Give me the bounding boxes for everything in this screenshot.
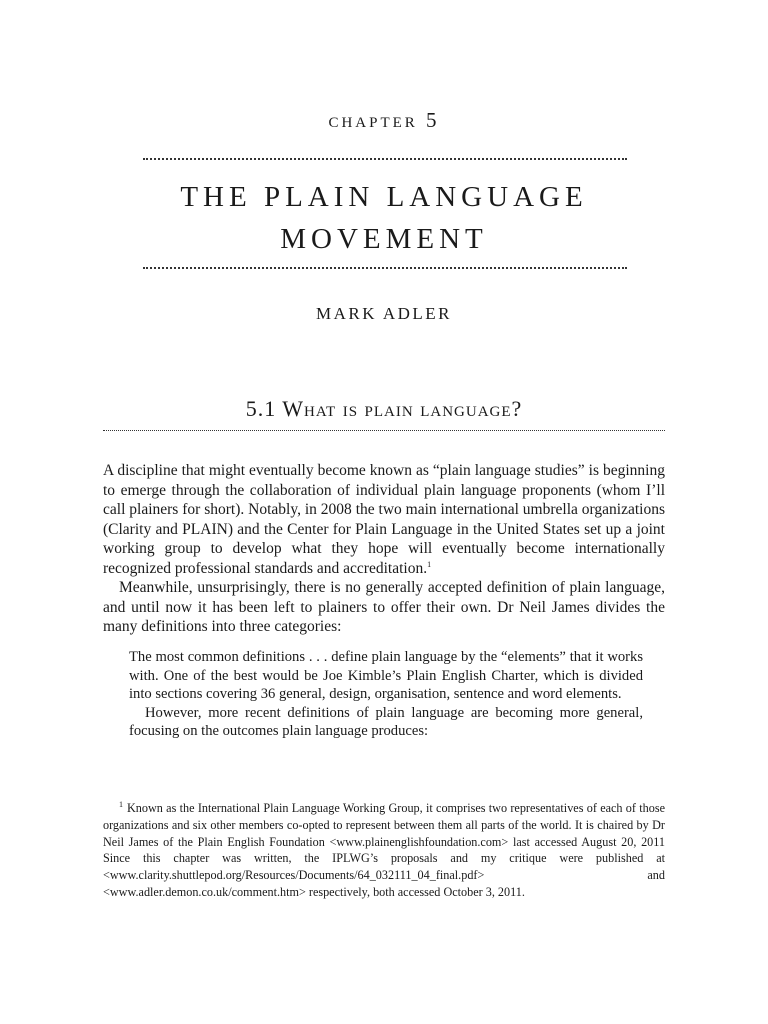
chapter-title: THE PLAIN LANGUAGE MOVEMENT [180, 181, 588, 255]
body-paragraph-text: A discipline that might eventually become known as “plain language studies” is beginning to emerge through the collaboration of individual plain language proponents (whom I’ll call plainers for short). Notably, in 2008 the two main international umbrella organizations (Clarity and PLAIN) and the Center for Plain Language in the United States set up a joint working group to develop what they hope will eventually become internationally recognized professional standards and accreditation. [103, 462, 665, 577]
body-text [103, 461, 665, 637]
quote-paragraph: However, more recent definitions of plain language are becoming more general, focusing on the outcomes plain language produces: [129, 704, 643, 740]
chapter-author: MARK ADLER [316, 304, 452, 323]
footnote-reference[interactable]: 1 [427, 559, 432, 569]
dotted-divider-bottom [143, 267, 627, 269]
block-quote [129, 648, 643, 741]
dotted-divider-top [143, 158, 627, 160]
chapter-label: chapter 5 [328, 108, 440, 132]
footnote [103, 800, 665, 901]
footnote-paragraph [103, 800, 665, 901]
quote-paragraph: The most common definitions . . . define plain language by the “elements” that it works with. One of the best would be Joe Kimble’s Plain English Charter, which is divided into sections covering 36 general, design, organisation, sentence and word elements. [129, 649, 643, 703]
body-paragraph: Meanwhile, unsurprisingly, there is no generally accepted definition of plain language, and until now it has been left to plainers to offer their own. Dr Neil James divides the many definitions into three categories: [103, 579, 665, 635]
body-paragraph [103, 461, 665, 578]
footnote-text: Known as the International Plain Language Working Group, it comprises two representatives of each of those organizations and six other members co-opted to represent between them all parts of the world. It is chaired by Dr Neil James of the Plain English Foundation <www.plainenglishfoundation.com> last accessed August 20, 2011 Since this chapter was written, the IPLWG’s proposals and my critique were published at <www.clarity.shuttlepod.org/Resources/Documents/64_032111_04_final.pdf> and <www.adler.demon.co.uk/comment.htm> respectively, both accessed October 3, 2011. [103, 801, 665, 899]
section-heading: 5.1 What is plain language? [245, 396, 523, 421]
section-divider [103, 430, 665, 431]
footnote-marker: 1 [119, 799, 123, 809]
